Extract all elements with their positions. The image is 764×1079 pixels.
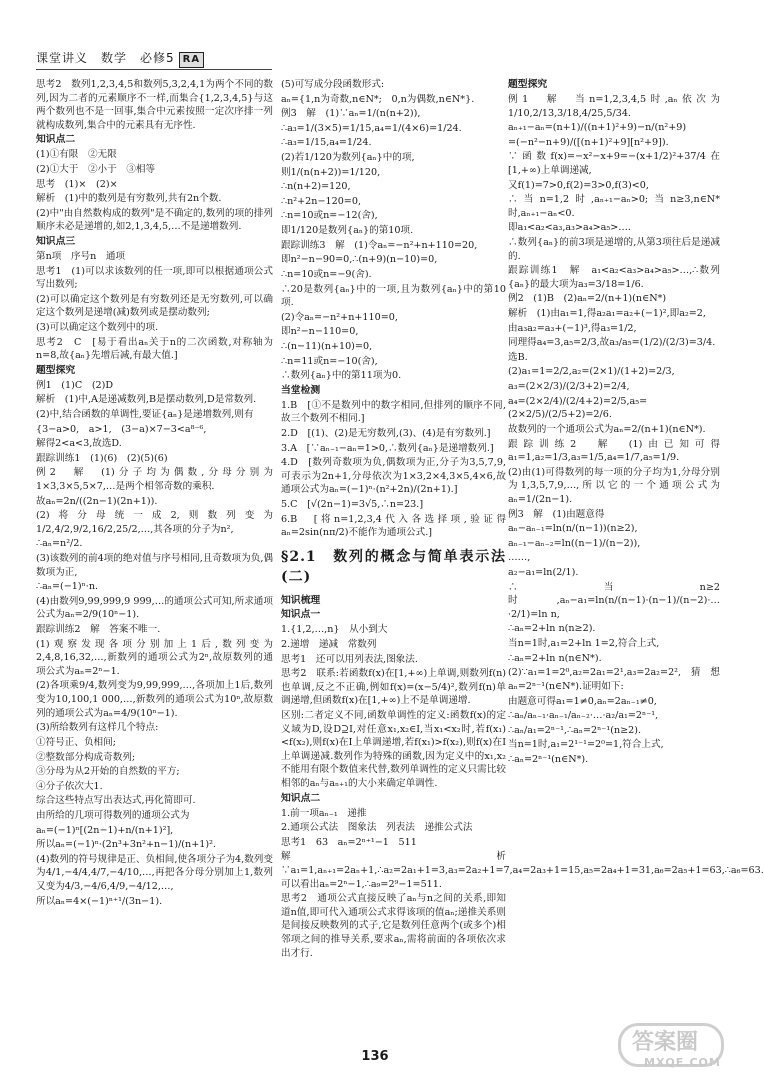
- edition-badge: RA: [179, 52, 204, 68]
- answer-line: (2)①大于 ②小于 ③相等: [36, 163, 156, 175]
- answer-line: (2)中"由自然数构成的数列"是不确定的,数列的项的排列顺序未必是递增的,如2,1,3,4,5,…不是递增数列.: [36, 207, 273, 233]
- answer-line: (2)将分母统一成2,则数列变为1/2,4/2,9/2,16/2,25/2,…,其各项的分子为n²,: [36, 510, 273, 535]
- answer-line: 1.前一项aₙ₋₁ 递推: [281, 807, 367, 819]
- answer-line: 则1/(n(n+2))=1/120,: [281, 166, 381, 178]
- answer-line: 由a₃a₂=a₃+(−1)³,得a₃=1/2,: [508, 322, 637, 334]
- answer-line: aₙ={1,n为奇数,n∈N*; 0,n为偶数,n∈N*}.: [281, 93, 475, 105]
- answer-line: 1.{1,2,…,n} 从小到大: [281, 624, 388, 636]
- answer-line: 即a₁<a₂<a₃,a₃>a₄>a₅>….: [508, 222, 631, 234]
- watermark-logo: [618, 1021, 736, 1069]
- section-heading: 知识点三: [36, 236, 76, 247]
- answer-line: 5.C [√(2n−1)=3√5,∴n=23.]: [281, 498, 424, 510]
- running-header: [36, 50, 204, 68]
- header-title: 课堂讲义 数学 必修5: [36, 51, 175, 65]
- answer-line: ①符号正、负相间;: [36, 736, 116, 748]
- answer-line: 思考1 (1)可以求该数列的任一项,即可以根据通项公式写出数列;: [36, 265, 273, 291]
- answer-line: 思考2 C [易于看出aₙ关于n的二次函数,对称轴为n=8,故{aₙ}先增后减,有最大值.]: [36, 336, 273, 362]
- answer-line: 思考2 通项公式直接反映了aₙ与n之间的关系,即知道n值,即可代入通项公式求得该项的值aₙ;递推关系则是间接反映数列的式子,它是数列任意两个(或多个)相邻项之间的推导关系,要求aₙ,需将前面的各项依次求出才行.: [281, 893, 506, 959]
- answer-line: 2.D [(1)、(2)是无穷数列,(3)、(4)是有穷数列.]: [281, 427, 491, 439]
- answer-line: 思考 (1)× (2)×: [36, 178, 118, 190]
- answer-line: ∴数列{aₙ}中的第11项为0.: [281, 370, 402, 382]
- answer-line: 解析 ∵a₁=1,aₙ₊₁=2aₙ+1,∴a₂=2a₁+1=3,a₃=2a₂+1=7,a₄=2a₃+1=15,a₅=2a₄+1=31,a₆=2a₅+1=63,∴a₆=63.可以看出aₙ=2ⁿ−1,∴a₉=2⁹−1=511.: [281, 851, 764, 890]
- answer-column-left: [36, 78, 273, 1048]
- page-number: 136: [361, 1049, 389, 1064]
- section-heading: 当堂检测: [281, 384, 321, 396]
- answer-line: ∴a₃=1/15,a₄=1/24.: [281, 137, 372, 149]
- answer-line: 同理得a₄=3,a₅=2/3,故a₃/a₅=(1/2)/(2/3)=3/4.: [508, 337, 716, 349]
- answer-line: 即n²−n−90=0,∴(n+9)(n−10)=0,: [281, 254, 438, 266]
- watermark-url: MXQE.COM: [644, 1056, 721, 1069]
- answer-line: 所以aₙ=(−1)ⁿ·(2n³+3n²+n−1)/(n+1)².: [36, 839, 216, 851]
- answer-line: (2)各项乘9/4,数列变为9,99,999,…,各项加上1后,数列变为10,100,1 000,…,新数列的通项公式为10ⁿ,故原数列的通项公式为aₙ=4/9(10ⁿ−1).: [36, 680, 273, 719]
- answer-line: 跟踪训练3 解 (1)令aₙ=−n²+n+110=20,: [281, 239, 478, 251]
- section-heading: 题型探究: [36, 364, 76, 376]
- answer-line: 思考1 还可以用列表法,图象法.: [281, 653, 418, 665]
- answer-line: (2)∵a₁=1=2⁰,a₂=2a₁=2¹,a₃=2a₂=2²,猜想aₙ=2ⁿ⁻¹(n∈N*).证明如下:: [508, 667, 720, 692]
- section-heading: 知识点二: [36, 134, 76, 146]
- answer-line: 区别:二者定义不同,函数单调性的定义:函数f(x)的定义域为D,设D⊇I,对任意x₁,x₂∈I,当x₁<x₂时,若f(x₁)<f(x₂),则f(x)在I上单调递增,若f(x₁)>f(x₂),则f(x)在I上单调递减.数列作为特殊的函数,因为定义中的x₁,x₂不能用有限个数值来代替,数列单调性的定义只需比较相邻的aₙ与aₙ₊₁的大小来确定单调性.: [281, 710, 506, 790]
- answer-line: ∴a₃=1/(3×5)=1/15,a₄=1/(4×6)=1/24.: [281, 122, 462, 134]
- answer-line: 所以aₙ=4×(−1)ⁿ⁺¹/(3n−1).: [36, 895, 163, 907]
- answer-line: 即1/120是数列{aₙ}的第10项.: [281, 225, 414, 237]
- answer-line: 1.B [①不是数列中的数字相同,但排列的顺序不同,故三个数列不相同.]: [281, 399, 506, 425]
- answer-line: {3−a>0, a>1, (3−a)×7−3<a⁸⁻⁶,: [36, 423, 207, 435]
- answer-line: (2)中,结合函数的单调性,要证{aₙ}是递增数列,则有: [36, 408, 254, 420]
- answer-line: 跟踪训练1 (1)(6) (2)(5)(6): [36, 452, 168, 464]
- section-heading: 知识点二: [281, 792, 321, 804]
- answer-line: ∴(n−11)(n+10)=0,: [281, 340, 373, 352]
- answer-line: 综合这些特点写出表达式,再化简即可.: [36, 795, 196, 807]
- answer-line: ∴n=10或n=−12(舍),: [281, 210, 378, 222]
- answer-line: ∴aₙ/aₙ₋₁·aₙ₋₁/aₙ₋₂·…·a₂/a₁=2ⁿ⁻¹,: [508, 710, 659, 722]
- answer-line: (4)由数列9,99,999,9 999,…的通项公式可知,所求通项公式为aₙ=2/9(10ⁿ−1).: [36, 595, 273, 621]
- answer-line: 例2 (1)B (2)aₙ=2/(n+1)(n∈N*): [508, 293, 667, 305]
- answer-line: 解析 (1)中,A是递减数列,B是摆动数列,D是常数列.: [36, 394, 257, 406]
- answer-line: 例1 解 当n=1,2,3,4,5时,aₙ依次为1/10,2/13,3/18,4/25,5/34.: [508, 93, 720, 119]
- section-heading: 知识梳理: [281, 594, 321, 606]
- answer-line: ∴n=10或n=−9(舍).: [281, 268, 372, 280]
- section-heading: 知识点一: [281, 609, 321, 621]
- answer-line: (2)令aₙ=−n²+n+110=0,: [281, 311, 398, 323]
- answer-line: (3)所给数列有这样几个特点:: [36, 722, 159, 734]
- answer-line: aₙ−aₙ₋₁=ln(n/(n−1))(n≥2),: [508, 523, 638, 535]
- answer-line: ∴当n=1,2时,aₙ₊₁−aₙ>0;当n≥3,n∈N*时,aₙ₊₁−aₙ<0.: [508, 194, 720, 219]
- answer-line: 第n项 序号n 通项: [36, 250, 126, 262]
- answer-line: 解析 (1)由a₁=1,得a₂a₁=a₂+(−1)²,即a₂=2,: [508, 308, 706, 320]
- answer-line: (3)该数列的前4项的绝对值与序号相同,且奇数项为负,偶数项为正,: [36, 553, 273, 578]
- answer-line: 2.通项公式法 图象法 列表法 递推公式法: [281, 822, 473, 834]
- answer-line: aₙ₊₁−aₙ=(n+1)/((n+1)²+9)−n/(n²+9): [508, 122, 687, 134]
- answer-line: ③分母为从2开始的自然数的平方;: [36, 766, 180, 778]
- answer-line: 例3 解 (1)∵aₙ=1/(n(n+2)),: [281, 108, 421, 120]
- answer-line: 故数列的一个通项公式为aₙ=2/(n+1)(n∈N*).: [508, 423, 706, 435]
- answer-line: (1)观察发现各项分别加上1后,数列变为2,4,8,16,32,…,新数列的通项公式为2ⁿ,故原数列的通项公式为aₙ=2ⁿ−1.: [36, 638, 273, 677]
- answer-line: 跟踪训练2 解 (1)由已知可得a₁=1,a₂=1/3,a₃=1/5,a₄=1/7,a₅=1/9.: [508, 438, 720, 464]
- section-heading: 题型探究: [508, 79, 548, 90]
- answer-line: (2)可以确定这个数列是有穷数列还是无穷数列,可以确定这个数列是递增(减)数列或是摆动数列;: [36, 293, 273, 319]
- answer-line: ∴aₙ=2ⁿ⁻¹(n∈N*).: [508, 753, 589, 765]
- answer-line: ②整数部分构成奇数列;: [36, 751, 136, 763]
- answer-line: 由所给的几项可得数列的通项公式为: [36, 809, 190, 821]
- answer-line: 选B.: [508, 351, 528, 363]
- answer-line: ∴aₙ=2+ln n(n≥2).: [508, 623, 596, 635]
- section-title: §2.1 数列的概念与简单表示法(二): [281, 548, 506, 585]
- answer-line: =(−n²−n+9)/([(n+1)²+9][n²+9]).: [508, 136, 669, 148]
- answer-line: 即n²−n−110=0,: [281, 326, 359, 338]
- answer-line: 由题意可得a₁=1≠0,aₙ=2aₙ₋₁≠0,: [508, 695, 657, 707]
- answer-line: ∴20是数列{aₙ}中的一项,且为数列{aₙ}中的第10项.: [281, 283, 506, 309]
- answer-line: 当n=1时,a₁=2¹⁻¹=2⁰=1,符合上式,: [508, 739, 664, 751]
- answer-line: ∴aₙ=2+ln n(n∈N*).: [508, 652, 602, 664]
- answer-line: (2)由(1)可得数列的每一项的分子均为1,分母分别为1,3,5,7,9,…,所以它的一个通项公式为aₙ=1/(2n−1).: [508, 466, 720, 505]
- answer-line: 解得2<a<3,故选D.: [36, 438, 122, 450]
- answer-line: 故aₙ=2n/((2n−1)(2n+1)).: [36, 495, 158, 507]
- answer-line: ∴n(n+2)=120,: [281, 181, 351, 193]
- answer-line: 2.递增 递减 常数列: [281, 638, 377, 650]
- answer-line: ∴aₙ=n²/2.: [36, 538, 83, 550]
- answer-line: a₄=(2×2/4)/(2/4+2)=2/5,a₅=(2×2/5)/(2/5+2)=2/6.: [508, 395, 648, 421]
- answer-line: aₙ=(−1)ⁿ[(2n−1)+n/(n+1)²],: [36, 824, 174, 836]
- watermark-text: 答案圈: [632, 1030, 699, 1055]
- answer-line: (5)可写成分段函数形式:: [281, 79, 385, 90]
- answer-line: (2)若1/120为数列{aₙ}中的项,: [281, 152, 415, 164]
- answer-line: ∴aₙ=(−1)ⁿ·n.: [36, 581, 99, 593]
- answer-line: ∴当n≥2时,aₙ−a₁=ln(n/(n−1)·(n−1)/(n−2)·…·2/1)=ln n,: [508, 581, 720, 620]
- answer-line: ∴数列{aₙ}的前3项是递增的,从第3项往后是递减的.: [508, 237, 720, 262]
- header-rule: [36, 69, 272, 70]
- answer-line: ∴n=11或n=−10(舍),: [281, 355, 378, 367]
- answer-line: 3.A [∵aₙ₋₁−aₙ=1>0,∴数列{aₙ}是递增数列.]: [281, 442, 494, 454]
- answer-line: 思考2 数列1,2,3,4,5和数列5,3,2,4,1为两个不同的数列,因为二者的元素顺序不一样,而集合{1,2,3,4,5}与这两个数列也不是一回事,集合中元素按照一定次序排一列就构成数列,集合中的元素具有无序性.: [36, 79, 273, 131]
- answer-line: 又f(1)=7>0,f(2)=3>0,f(3)<0,: [508, 179, 649, 191]
- answer-line: 4.D [数列奇数项为负,偶数项为正,分子为3,5,7,9,可表示为2n+1,分母依次为1×3,2×4,3×5,4×6,故通项公式为aₙ=(−1)ⁿ·(n²+2n)/(2n+1).]: [281, 457, 506, 496]
- answer-line: aₙ₋₁−aₙ₋₂=ln((n−1)/(n−2)),: [508, 537, 641, 549]
- answer-line: 例2 解 (1)分子均为偶数,分母分别为1×3,3×5,5×7,…是两个相邻奇数的乘积.: [36, 467, 273, 492]
- answer-line: (4)数列的符号规律是正、负相间,使各项分子为4,数列变为4/1,−4/4,4/7,−4/10,…,再把各分母分别加上1,数列又变为4/3,−4/6,4/9,−4/12,…,: [36, 853, 273, 893]
- answer-line: ……,: [508, 552, 531, 564]
- answer-line: 6.B [将n=1,2,3,4代入各选择项,验证得aₙ=2sin(nπ/2)不能作为通项公式.]: [281, 513, 506, 539]
- answer-line: 跟踪训练2 解 答案不唯一.: [36, 624, 161, 636]
- answer-line: 例3 解 (1)由题意得: [508, 508, 605, 520]
- answer-line: 解析 (1)中的数列是有穷数列,共有2n个数.: [36, 193, 222, 205]
- answer-line: 跟踪训练1 解 a₁<a₂<a₃>a₄>a₅>…,∴数列{aₙ}的最大项为a₃=3/18=1/6.: [508, 265, 720, 290]
- answer-line: ④分子依次大1.: [36, 780, 103, 792]
- answer-line: (2)a₁=1=2/2,a₂=(2×1)/(1+2)=2/3,: [508, 366, 675, 378]
- answer-column-right: [508, 78, 720, 1048]
- answer-line: ∴aₙ/a₁=2ⁿ⁻¹,∴aₙ=2ⁿ⁻¹(n≥2).: [508, 724, 642, 736]
- answer-line: 当n=1时,a₁=2+ln 1=2,符合上式,: [508, 638, 660, 650]
- answer-line: 思考2 联系:若函数f(x)在[1,+∞)上单调,则数列f(n)也单调,反之不正确,例如f(x)=(x−5/4)²,数列f(n)单调递增,但函数f(x)在[1,+∞)上不是单调递增.: [281, 668, 506, 707]
- answer-line: 例1 (1)C (2)D: [36, 379, 114, 391]
- answer-line: ∴n²+2n−120=0,: [281, 195, 361, 207]
- answer-line: 思考1 63 aₙ=2ⁿ⁺¹−1 511: [281, 836, 417, 848]
- answer-line: ∵函数f(x)=−x²−x+9=−(x+1/2)²+37/4在[1,+∞)上单调递减,: [508, 151, 720, 176]
- answer-line: a₃=(2×2/3)/(2/3+2)=2/4,: [508, 381, 630, 393]
- answer-line: (1)①有限 ②无限: [36, 149, 117, 161]
- answer-line: a₂−a₁=ln(2/1).: [508, 567, 579, 579]
- answer-line: (3)可以确定这个数列中的项.: [36, 321, 159, 333]
